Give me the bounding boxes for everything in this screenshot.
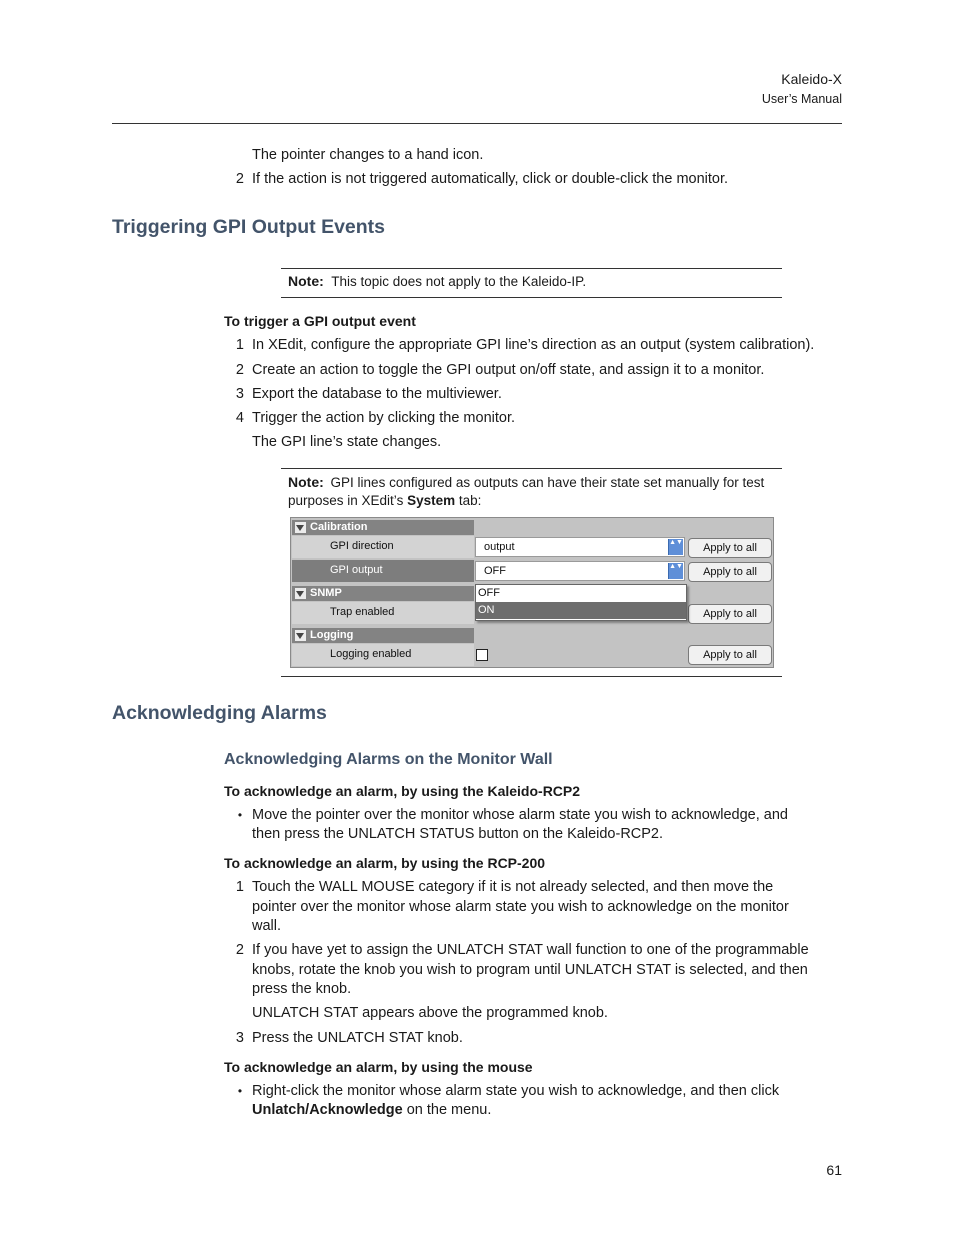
procedure-title: To trigger a GPI output event <box>224 313 416 329</box>
note-text-tail: tab: <box>458 493 482 508</box>
step-text: wall. <box>252 918 282 934</box>
step-number: 1 <box>235 337 244 353</box>
header-product: Kaleido-X <box>781 71 842 87</box>
category-logging <box>292 628 474 643</box>
note-text: This topic does not apply to the Kaleido-IP. <box>331 274 587 289</box>
step-text: If you have yet to assign the UNLATCH STAT wall function to one of the programmable <box>252 942 809 958</box>
apply-to-all-button[interactable]: Apply to all <box>688 562 772 582</box>
step-text: press the knob. <box>252 981 352 997</box>
category-label: Calibration <box>310 521 368 533</box>
spinner-arrows-icon[interactable]: ▲▼ <box>668 563 683 579</box>
row-label: GPI direction <box>330 540 394 552</box>
bullet-text-line <box>252 1101 491 1121</box>
step-result: The pointer changes to a hand icon. <box>252 147 484 163</box>
category-snmp <box>292 586 474 601</box>
step-number: 2 <box>235 171 244 187</box>
bullet-text: Right-click the monitor whose alarm state you wish to acknowledge, and then click <box>252 1083 780 1099</box>
row-logging-enabled <box>292 644 474 666</box>
step-text: Export the database to the multiviewer. <box>252 386 502 402</box>
dropdown-option-on[interactable]: ON <box>476 602 686 619</box>
collapse-triangle-icon <box>295 522 306 533</box>
step-number: 2 <box>235 362 244 378</box>
note-text: GPI lines configured as outputs can have their state set manually for test purposes in XEdit’s <box>288 475 765 508</box>
row-label: Logging enabled <box>330 648 412 660</box>
step-text: Press the UNLATCH STAT knob. <box>252 1030 463 1046</box>
bullet-glyph: • <box>237 808 243 822</box>
step-number: 1 <box>235 879 244 895</box>
step-result: UNLATCH STAT appears above the programmed knob. <box>252 1005 608 1021</box>
bullet-text: Move the pointer over the monitor whose alarm state you wish to acknowledge, and <box>252 807 788 823</box>
row-trap-enabled <box>292 602 474 624</box>
apply-to-all-button[interactable]: Apply to all <box>688 604 772 624</box>
header-manual: User’s Manual <box>761 92 842 106</box>
step-number: 2 <box>235 942 244 958</box>
category-label: SNMP <box>310 587 342 599</box>
step-number: 3 <box>235 386 244 402</box>
procedure-title: To acknowledge an alarm, by using the mouse <box>224 1059 533 1075</box>
procedure-title: To acknowledge an alarm, by using the RCP-200 <box>224 855 546 871</box>
apply-to-all-button[interactable]: Apply to all <box>688 645 772 665</box>
logging-enabled-checkbox[interactable] <box>476 649 488 661</box>
page-number: 61 <box>826 1162 842 1178</box>
apply-to-all-button[interactable]: Apply to all <box>688 538 772 558</box>
row-label: GPI output <box>330 564 383 576</box>
category-calibration <box>292 520 474 535</box>
collapse-triangle-icon <box>295 630 306 641</box>
step-number: 4 <box>235 410 244 426</box>
procedure-title: To acknowledge an alarm, by using the Kaleido-RCP2 <box>224 783 581 799</box>
header-rule <box>112 123 842 124</box>
section-heading-gpi: Triggering GPI Output Events <box>112 216 386 238</box>
collapse-triangle-icon <box>295 588 306 599</box>
row-gpi-output <box>292 560 474 582</box>
bullet-text-bold: Unlatch/Acknowledge <box>252 1102 403 1118</box>
note-box <box>281 268 782 298</box>
row-label: Trap enabled <box>330 606 395 618</box>
step-text: Create an action to toggle the GPI output on/off state, and assign it to a monitor. <box>252 362 765 378</box>
gpi-output-select[interactable] <box>475 561 685 581</box>
note-text-bold: System <box>407 493 456 508</box>
step-text: Trigger the action by clicking the monitor. <box>252 410 516 426</box>
dropdown-option-off[interactable]: OFF <box>478 587 500 599</box>
section-heading-alarms: Acknowledging Alarms <box>112 702 327 724</box>
note-label: Note: <box>288 273 324 289</box>
select-value: output <box>484 541 515 553</box>
xedit-system-tab-screenshot <box>290 517 774 668</box>
bullet-text: then press the UNLATCH STATUS button on the Kaleido-RCP2. <box>252 826 664 842</box>
step-text: Touch the WALL MOUSE category if it is not already selected, and then move the <box>252 879 774 895</box>
gpi-output-dropdown-list <box>475 584 687 621</box>
bullet-text-tail: on the menu. <box>406 1102 492 1118</box>
step-text: pointer over the monitor whose alarm state you wish to acknowledge on the monitor <box>252 899 789 915</box>
step-result: The GPI line’s state changes. <box>252 434 442 450</box>
row-gpi-direction <box>292 536 474 558</box>
select-value: OFF <box>484 565 506 577</box>
step-text: knobs, rotate the knob you wish to program until UNLATCH STAT is selected, and then <box>252 962 808 978</box>
step-number: 3 <box>235 1030 244 1046</box>
category-label: Logging <box>310 629 354 641</box>
spinner-arrows-icon[interactable]: ▲▼ <box>668 539 683 555</box>
gpi-direction-select[interactable] <box>475 537 685 557</box>
note-label: Note: <box>288 474 324 490</box>
step-text: In XEdit, configure the appropriate GPI line’s direction as an output (system calibration). <box>252 337 815 353</box>
step-text: If the action is not triggered automatically, click or double-click the monitor. <box>252 171 729 187</box>
subsection-heading: Acknowledging Alarms on the Monitor Wall <box>224 751 553 768</box>
bullet-glyph: • <box>237 1084 243 1098</box>
